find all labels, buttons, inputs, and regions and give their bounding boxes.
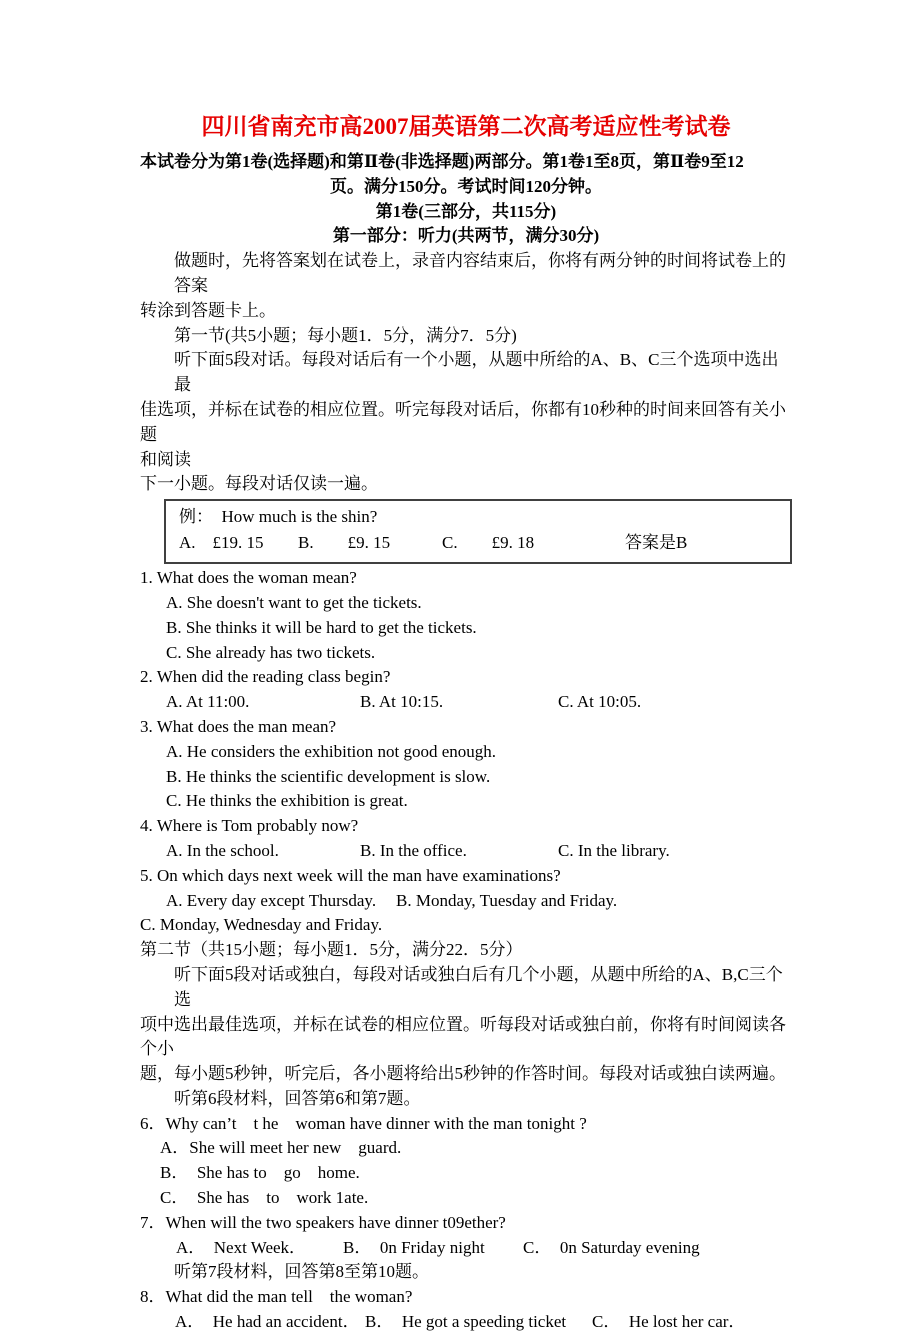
question-3: 3. What does the man mean? [140,716,337,736]
question-8-option-b: B． He got a speeding ticket [365,1312,567,1332]
question-1-option-a: A. She doesn't want to get the tickets. [166,592,422,612]
question-8-option-a: A． He had an accident． [175,1312,360,1332]
question-2: 2. When did the reading class begin? [140,667,391,687]
section1-instruction-line-2: 佳选项，并标在试卷的相应位置。听完每段对话后，你都有10秒种的时间来回答有关小题 [140,399,786,444]
question-4-options-row [140,839,792,864]
example-option-c: C. £9. 18 [442,533,535,553]
section1-heading: 第一节(共5小题；每小题1．5分，满分7．5分) [174,325,517,345]
question-6-option-b: B． She has to go home. [160,1163,360,1183]
question-2-option-c: C. At 10:05. [558,692,642,712]
volume-heading: 第1卷(三部分，共115分) [375,201,557,221]
example-box [164,499,792,564]
material-7-note: 听第7段材料，回答第8至第10题。 [174,1262,429,1282]
question-1-option-c: C. She already has two tickets. [166,642,376,662]
question-2-option-a: A. At 11:00. [166,692,250,712]
question-7-option-c: C． 0n Saturday evening [523,1237,700,1257]
question-5-options-row [140,889,792,914]
question-4-option-b: B. In the office. [360,840,467,860]
question-8-options-row [140,1310,792,1335]
question-2-option-b: B. At 10:15. [360,692,444,712]
intro-line-1: 本试卷分为第1卷(选择题)和第Ⅱ卷(非选择题)两部分。第1卷1至8页，第Ⅱ卷9至12 [140,152,744,171]
question-4-option-a: A. In the school. [166,840,279,860]
question-4: 4. Where is Tom probably now? [140,816,359,836]
question-7-options-row [140,1236,792,1261]
section1-instruction-line-4: 下一小题。每段对话仅读一遍。 [140,474,378,494]
question-3-option-c: C. He thinks the exhibition is great. [166,791,408,811]
question-6-option-c: C． She has to work 1ate. [160,1188,369,1208]
section2-instruction-line-2: 项中选出最佳选项，并标在试卷的相应位置。听每段对话或独白前，你将有时间阅读各个小 [140,1014,786,1059]
section1-instruction-line-1: 听下面5段对话。每段对话后有一个小题，从题中所给的A、B、C三个选项中选出最 [174,350,779,395]
intro-line-2: 页。满分150分。考试时间120分钟。 [330,176,602,196]
question-8: 8．What did the man tell the woman? [140,1287,413,1307]
question-8-option-c: C． He lost her car． [592,1312,746,1332]
listening-note-line-2: 转涂到答题卡上。 [140,300,276,320]
question-5-option-a: A. Every day except Thursday. [166,890,377,910]
example-answer: 答案是B [625,533,688,553]
material-6-note: 听第6段材料，回答第6和第7题。 [174,1088,421,1108]
question-6-option-a: A．She will meet her new guard. [160,1138,402,1158]
section2-heading: 第二节（共15小题；每小题1．5分，满分22．5分） [140,940,523,960]
page-title: 四川省南充市高2007届英语第二次高考适应性考试卷 [201,114,731,139]
section2-instruction-line-3: 题，每小题5秒钟，听完后，各小题将给出5秒钟的作答时间。每段对话或独白读两遍。 [140,1064,786,1084]
question-1-option-b: B. She thinks it will be hard to get the tickets. [166,617,477,637]
question-3-option-b: B. He thinks the scientific development is slow. [166,766,491,786]
example-question: 例： How much is the shin? [179,507,378,527]
example-option-a: A. £19. 15 [179,533,264,553]
question-7-option-a: A． Next Week． [176,1237,307,1257]
section2-instruction-line-1: 听下面5段对话或独白，每段对话或独白后有几个小题，从题中所给的A、B,C三个选 [174,964,783,1009]
question-5-option-c: C. Monday, Wednesday and Friday. [140,915,383,935]
part1-heading: 第一部分：听力(共两节，满分30分) [332,226,600,246]
question-1: 1. What does the woman mean? [140,568,357,588]
question-7-option-b: B． 0n Friday night [343,1237,485,1257]
question-7: 7．When will the two speakers have dinner t09ether? [140,1212,506,1232]
question-2-options-row [140,690,792,715]
question-6: 6．Why can’t t he woman have dinner with the man tonight ? [140,1113,587,1133]
example-option-b: B. £9. 15 [298,533,391,553]
question-4-option-c: C. In the library. [558,840,670,860]
question-5-option-b: B. Monday, Tuesday and Friday. [396,890,618,910]
example-options-row [179,530,780,556]
question-3-option-a: A. He considers the exhibition not good enough. [166,741,497,761]
section1-instruction-line-3: 和阅读 [140,449,191,469]
listening-note-line-1: 做题时，先将答案划在试卷上，录音内容结束后，你将有两分钟的时间将试卷上的答案 [174,251,786,295]
question-5: 5. On which days next week will the man have examinations? [140,865,561,885]
exam-content [140,112,792,1335]
